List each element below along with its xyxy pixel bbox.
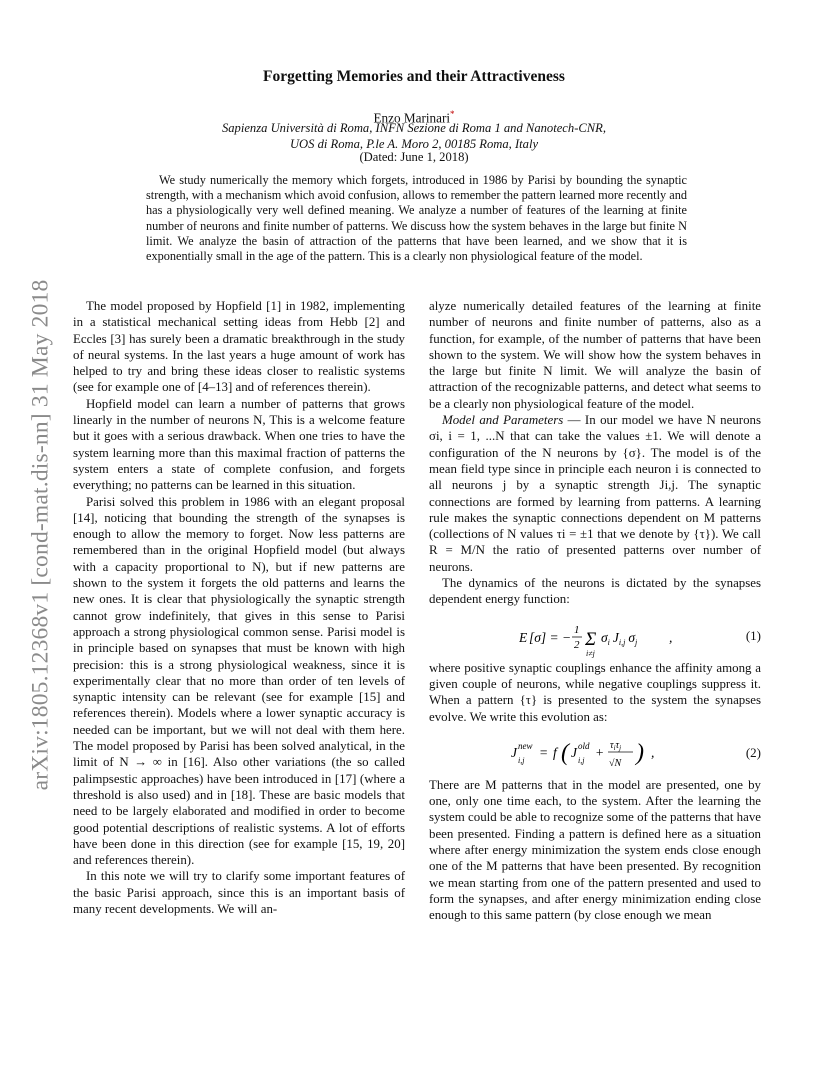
author-name: Enzo Marinari bbox=[373, 110, 451, 126]
svg-text:new: new bbox=[518, 740, 533, 751]
paragraph-dynamics: The dynamics of the neurons is dictated by the synapses dependent energy function: bbox=[429, 576, 761, 607]
arxiv-sidebar-stamp bbox=[21, 230, 61, 840]
affiliation-line-1: Sapienza Università di Roma, INFN Sezione di Roma 1 and Nanotech-CNR, bbox=[221, 121, 607, 135]
svg-text:old: old bbox=[578, 740, 590, 751]
paragraph-patterns: There are M patterns that in the model are presented, one by one, only one time each, to the system. After the learning the system could be able to recognize some of the patterns that have been presented. Finding a pattern is defined here as a situation where after energy minimization the system ends close enough one of the M patterns that have been presented. By recognition we mean starting from one of the pattern presented and used to form the synapses, and after energy minimization ending close enough to this same pattern (by close enough we mean bbox=[429, 777, 761, 923]
paragraph-intro: The model proposed by Hopfield [1] in 1982, implementing in a statistical mechanical setting ideas from Hebb [2] and Eccles [3] has surely been a dramatic breakthrough in the study of neural systems. In the last years a huge amount of work has helped to try and bring these ideas closer to realistic systems (see for example one of [4–13] and of references therein). bbox=[73, 299, 405, 395]
right-column bbox=[429, 298, 761, 924]
svg-text:i≠j: i≠j bbox=[586, 648, 595, 658]
paragraph-hopfield: Hopfield model can learn a number of patterns that grows linearly in the number of neurons N, This is a welcome feature but it goes with a serious drawback. When one tries to have the system learning more than this maximal fraction of patterns the system enters a state of complete confusion, and forgets everything; no patterns can be learned in this situation. bbox=[73, 396, 405, 493]
section-heading-model: Model and Parameters bbox=[442, 413, 564, 428]
abstract: We study numerically the memory which forgets, introduced in 1986 by Parisi by bounding the synaptic strength, with a mechanism which avoid confusion, allows to remember the pattern learned more recently and has a physiologically very well defined meaning. We analyze a number of features of the learning at finite number of neurons and finite number of patterns. We discuss how the system behaves in the large but finite N limit. We analyze the basin of attraction of the patterns that have been learned, and we show that it is exponentially small in the age of the pattern. This is a clearly non physiological feature of the model. bbox=[146, 173, 687, 264]
paragraph-model bbox=[429, 412, 761, 575]
paragraph-couplings: where positive synaptic couplings enhance the affinity among a given couple of neurons, while negative couplings suppress it. When a pattern {τ} is presented to the system the synapses evolve. We write this evolution as: bbox=[429, 660, 761, 724]
paragraph-this-note: In this note we will try to clarify some important features of the basic Parisi approach, since this is an important basis of many recent developments. We will an- bbox=[73, 869, 405, 916]
equation-2 bbox=[429, 725, 761, 777]
svg-text:+: + bbox=[595, 744, 605, 760]
equation-2-number: (2) bbox=[745, 744, 761, 760]
equation-2-body bbox=[511, 733, 691, 779]
left-column bbox=[73, 298, 405, 917]
paragraph-continued: alyze numerically detailed features of the learning at finite number of neurons and finite number of patterns, also as a function, for example, of the number of patterns that have been shown to the system. We will show how the system behaves in the large but finite N limit. We will analyze the basin of attraction of the recognizable patterns, and detect what seems to be a clearly non physiological feature of the model. bbox=[429, 299, 761, 411]
svg-text:τiτj: $\tau_i\tau_j$ bbox=[610, 739, 622, 752]
equation-1 bbox=[429, 608, 761, 660]
svg-text:,: , bbox=[669, 629, 673, 645]
arxiv-id: arXiv:1805.12368v1 [cond-mat.dis-nn] 31 May 2018 bbox=[27, 279, 54, 791]
affiliation-line-2: UOS di Roma, P.le A. Moro 2, 00185 Roma, Italy bbox=[289, 136, 539, 151]
svg-text:i,j: i,j bbox=[518, 755, 525, 765]
svg-text:f: f bbox=[553, 744, 557, 760]
equation-1-formula bbox=[519, 620, 689, 658]
svg-text:1: 1 bbox=[574, 623, 580, 636]
svg-text:,: , bbox=[651, 744, 655, 760]
equation-2-formula bbox=[511, 733, 691, 775]
paragraph-model-text: — In our model we have N neurons σi, i = 1, ...N that can take the values ±1. We will denote a configuration of the N neurons by {σ}. The model is of the mean field type since in principle each neuron i is connected to all neurons j by a synaptic strength Ji,j. The synaptic connections are formed by learning from patterns. A learning rule makes the synaptic connections dependent on M patterns (collections of N values τi = ±1 that we denote by {τ}). We call R = M/N the ratio of presented patterns over number of neurons. bbox=[429, 413, 761, 574]
date-line: (Dated: June 1, 2018) bbox=[359, 150, 469, 164]
paragraph-parisi: Parisi solved this problem in 1986 with an elegant proposal [14], noticing that bounding the strength of the synapses is enough to allow the memory to forget. Now less patterns are remembered than in the original Hopfield model (but always with a capacity proportional to N), but if new patterns are shown to the system it forgets the old patterns and learns the new ones. It is clear that physiologically the synaptic strength cannot grow indefinitely, that gives in this sense to Parisi approach a strong physiological common sense. Parisi model is in principle based on synapses that must be known with high precision: this is a strong physiological weakness, since it is experimentally clear that no more than order of ten levels of synaptic intensity can be relevant (see for example [15] and references therein). Models where a lower synaptic accuracy is needed can be important, but we will not deal with them here. The model proposed by Parisi has been solved analytical, in the limit of N → ∞ in [16]. Also other variations (the so called palimpsestic approaches) have been introduced in [17] (where a threshold is also used) and in [18]. These are basic models that need to be largely elaborated and modified in order to become good potential descriptions of realistic systems. A lot of efforts have been done in this direction (see for example [15, 19, 20] and references therein). bbox=[73, 494, 405, 868]
svg-text:E: E bbox=[519, 629, 528, 645]
svg-text:J: J bbox=[511, 744, 517, 760]
svg-text:J: J bbox=[571, 744, 577, 760]
svg-text:√N: √N bbox=[609, 757, 622, 769]
paper-title: Forgetting Memories and their Attractiveness bbox=[263, 68, 565, 85]
equation-1-number: (1) bbox=[745, 627, 761, 643]
affiliation bbox=[0, 121, 828, 152]
svg-text:=: = bbox=[539, 744, 549, 760]
svg-text:(: ( bbox=[561, 739, 569, 766]
svg-text:): ) bbox=[636, 739, 644, 766]
equation-1-body bbox=[519, 620, 689, 662]
author-footnote-link[interactable]: * bbox=[450, 109, 455, 119]
svg-text:σiJi,jσj: $\sigma_i$ $J_{i,j}$ $\sigma_j$ bbox=[601, 629, 638, 647]
svg-text:2: 2 bbox=[574, 638, 580, 651]
svg-text:Σ: Σ bbox=[585, 628, 597, 650]
svg-text:i,j: i,j bbox=[578, 755, 585, 765]
svg-text:[σ] = −: [σ] = − bbox=[529, 629, 572, 645]
